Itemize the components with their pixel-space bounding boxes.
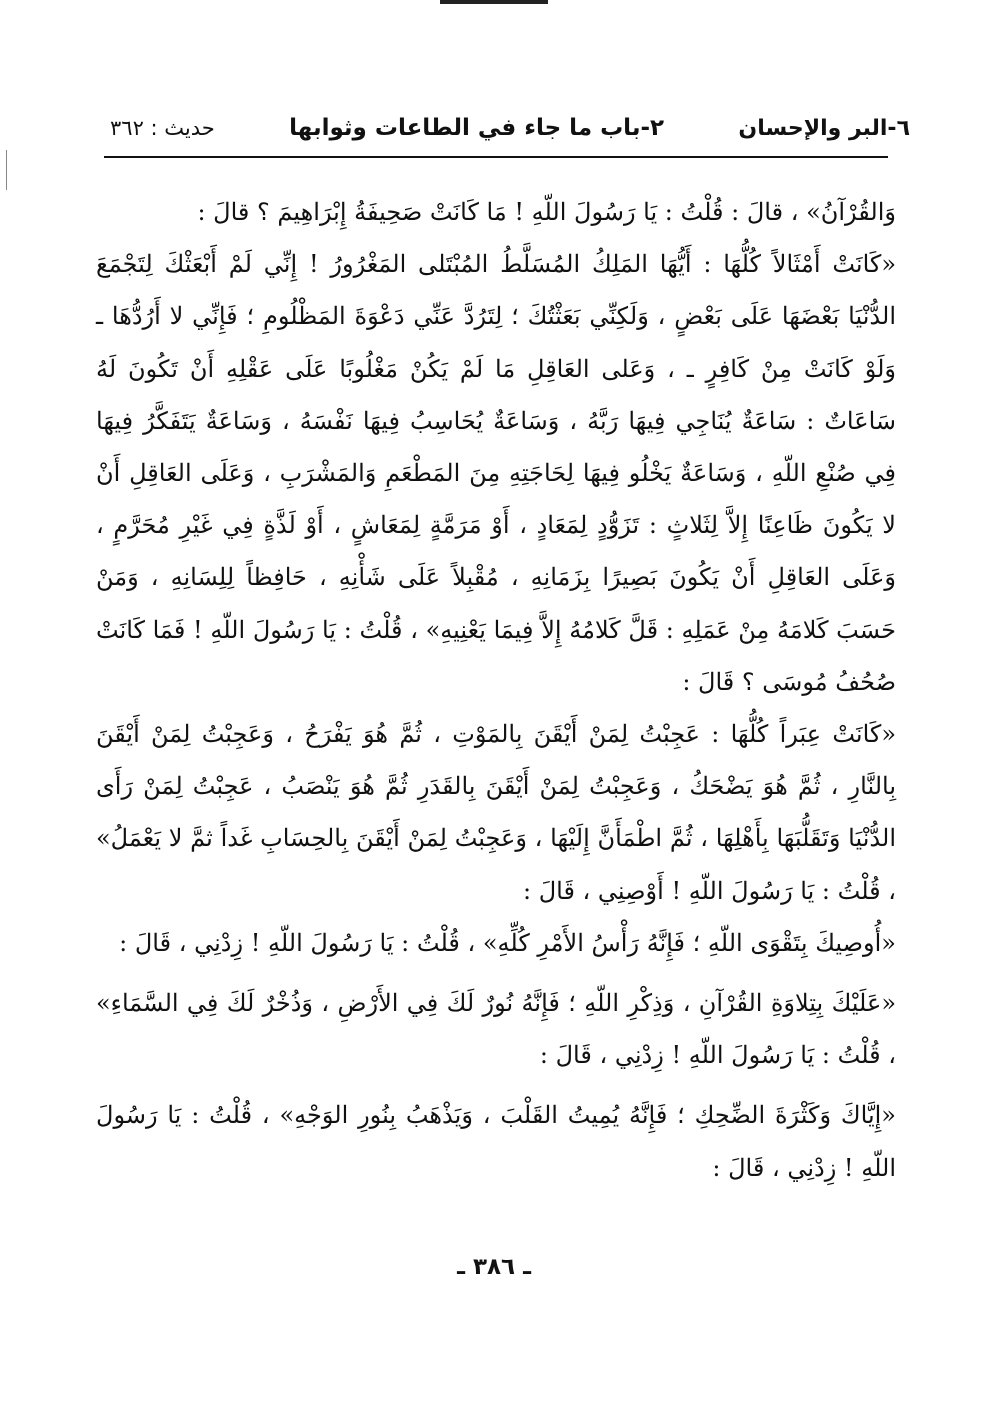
paragraph: «كَانَتْ عِبَراً كُلُّهَا : عَجِبْتُ لِمَنْ أَيْقَنَ بِالمَوْتِ ، ثُمَّ هُوَ يَفْرَحُ ، وَعَجِبْتُ لِمَنْ أَيْقَنَ بِالنَّارِ ، ثُمَّ هُوَ يَضْحَكُ ، وَعَجِبْتُ لِمَنْ أَيْقَنَ بِالقَدَرِ ثُمَّ هُوَ يَنْصَبُ ، عَجِبْتُ لِمَنْ رَأَى الدُّنْيَا وَتَقَلُّبَهَا بِأَهْلِهَا ، ثُمَّ اطْمَأَنَّ إِلَيْهَا ، وَعَجِبْتُ لِمَنْ أَيْقَنَ بِالحِسَابِ غَداً ثمَّ لا يَعْمَلُ» ، قُلْتُ : يَا رَسُولَ اللّهِ ! أَوْصِنِي ، قَالَ : — [96, 720, 896, 905]
chapter-title: ٦-البر والإحسان — [738, 115, 910, 141]
header-divider — [104, 156, 888, 158]
hadith-number: حديث : ٣٦٢ — [110, 116, 215, 140]
page-number: ـ ٣٨٦ ـ — [457, 1254, 531, 1280]
main-text — [96, 186, 896, 1194]
scan-edge-mark — [440, 0, 548, 4]
paragraph: «عَلَيْكَ بِتِلاوَةِ القُرْآنِ ، وَذِكْرِ اللّهِ ؛ فَإِنَّهُ نُورٌ لَكَ فِي الأَرْضِ ، وَذُخْرٌ لَكَ فِي السَّمَاءِ» ، قُلْتُ : يَا رَسُولَ اللّهِ ! زِدْنِي ، قَالَ : — [96, 989, 896, 1070]
paragraph: «أُوصِيكَ بِتَقْوَى اللّهِ ؛ فَإِنَّهُ رَأْسُ الأَمْرِ كُلِّهِ» ، قُلْتُ : يَا رَسُولَ اللّهِ ! زِدْنِي ، قَالَ : — [119, 928, 896, 957]
paragraph: وَالقُرْآنُ» ، قالَ : قُلْتُ : يَا رَسُولَ اللّهِ ! مَا كَانَتْ صَحِيفَةُ إِبْرَاهِيمَ ؟ قالَ : — [197, 198, 896, 226]
running-header — [110, 108, 910, 148]
section-title: ٢-باب ما جاء في الطاعات وثوابها — [289, 115, 665, 141]
paragraph: «إِيَّاكَ وَكَثْرَةَ الضِّحِكِ ؛ فَإِنَّهُ يُمِيتُ القَلْبَ ، وَيَذْهَبُ بِنُورِ الوَجْهِ» ، قُلْتُ : يَا رَسُولَ اللّهِ ! زِدْنِي ، قَالَ : — [96, 1101, 896, 1182]
paragraph: «كَانَتْ أَمْثَالاً كُلُّهَا : أَيُّهَا المَلِكُ المُسَلَّطُ المُبْتَلى المَغْرُورُ ! إِنِّي لَمْ أَبْعَثْكَ لِتَجْمَعَ الدُّنْيَا بَعْضَهَا عَلَى بَعْضٍ ، وَلَكِنِّي بَعَثْتُكَ ؛ لِتَرُدَّ عَنِّي دَعْوَةَ المَظْلُومِ ؛ فَإِنِّي لا أَرُدُّهَا ـ وَلَوْ كَانَتْ مِنْ كَافِرٍ ـ ، وَعَلى العَاقِلِ مَا لَمْ يَكُنْ مَغْلُوبًا عَلَى عَقْلِهِ أَنْ تَكُونَ لَهُ سَاعَاتٌ : سَاعَةٌ يُنَاجِي فِيهَا رَبَّهُ ، وَسَاعَةٌ يُحَاسِبُ فِيهَا نَفْسَهُ ، وَسَاعَةٌ يَتَفَكَّرُ فِيهَا فِي صُنْعِ اللّهِ ، وَسَاعَةٌ يَخْلُو فِيهَا لِحَاجَتِهِ مِنَ المَطْعَمِ وَالمَشْرَبِ ، وَعَلَى العَاقِلِ أَنْ لا يَكُونَ ظَاعِنًا إِلاَّ لِثَلاثٍ : تَزَوُّدٍ لِمَعَادٍ ، أَوْ مَرَمَّةٍ لِمَعَاشٍ ، أَوْ لَذَّةٍ فِي غَيْرِ مُحَرَّمٍ ، وَعَلَى العَاقِلِ أَنْ يَكُونَ بَصِيرًا بِزَمَانِهِ ، مُقْبِلاً عَلَى شَأْنِهِ ، حَافِظاً لِلِسَانِهِ ، وَمَنْ حَسَبَ كَلامَهُ مِنْ عَمَلِهِ : قَلَّ كَلامُهُ إِلاَّ فِيمَا يَعْنِيهِ» ، قُلْتُ : يَا رَسُولَ اللّهِ ! فَمَا كَانَتْ صُحُفُ مُوسَى ؟ قَالَ : — [96, 250, 896, 696]
scan-edge-mark-left — [6, 150, 7, 190]
